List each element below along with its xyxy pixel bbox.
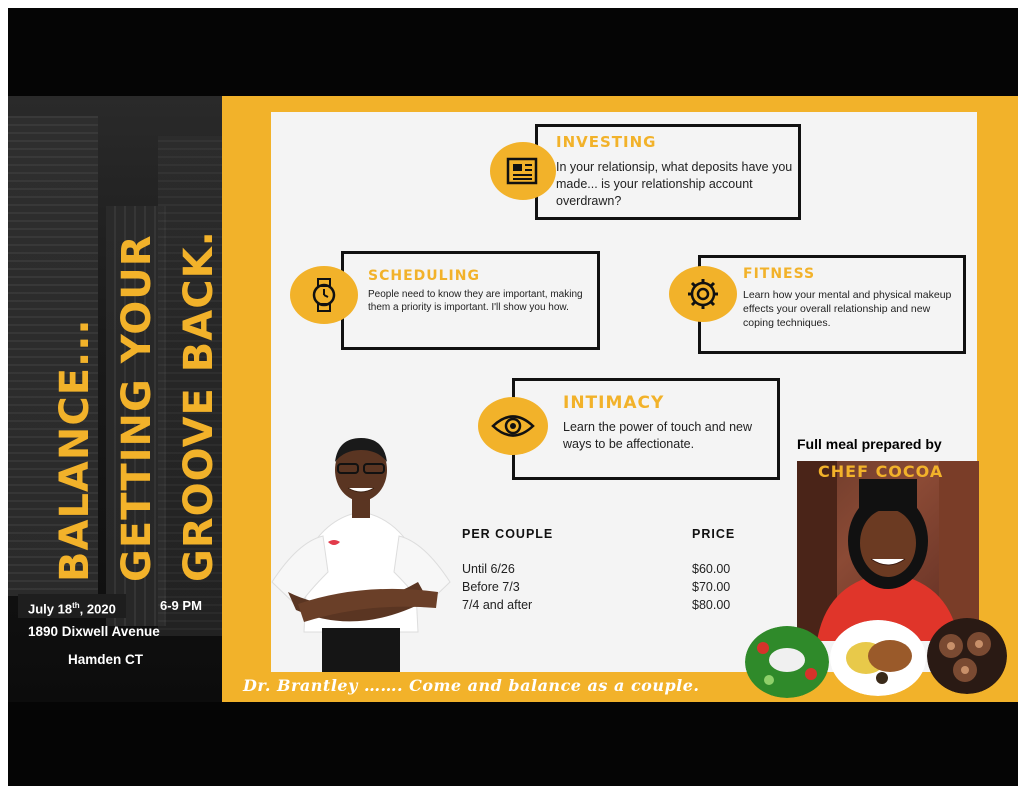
- topic-investing: [535, 124, 801, 220]
- pricing-value: $60.00: [692, 562, 731, 576]
- pricing-header-couple: PER COUPLE: [462, 527, 554, 541]
- topic-intimacy: [512, 378, 780, 480]
- tagline: Dr. Brantley ……. Come and balance as a couple.: [243, 676, 700, 695]
- topic-title: INVESTING: [556, 133, 657, 151]
- pricing-label: 7/4 and after: [462, 598, 533, 612]
- newspaper-icon: [490, 142, 556, 200]
- topic-title: FITNESS: [743, 266, 816, 282]
- event-date: July 18th, 2020: [18, 594, 126, 618]
- topic-title: INTIMACY: [563, 393, 665, 413]
- doctor-photo: [268, 432, 454, 672]
- chef-name: CHEF COCOA: [818, 462, 944, 481]
- title-line-3: GROOVE BACK.: [176, 230, 222, 582]
- topic-text: Learn the power of touch and new ways to be affectionate.: [563, 420, 753, 451]
- topic-text: People need to know they are important, making them a priority is important. I'll show you how.: [368, 289, 583, 313]
- chef-photo: [797, 461, 979, 641]
- gear-icon: [669, 266, 737, 322]
- chicken-dish-image: [830, 620, 926, 696]
- chef-caption: Full meal prepared by: [797, 436, 942, 452]
- watch-icon: [290, 266, 358, 324]
- event-time: 6-9 PM: [160, 598, 202, 613]
- topic-title: SCHEDULING: [368, 268, 480, 284]
- salad-dish-image: [745, 626, 829, 698]
- flyer-title: [44, 102, 230, 582]
- pricing-value: $80.00: [692, 598, 731, 612]
- topic-scheduling: [341, 251, 600, 350]
- title-line-2: GETTING YOUR: [114, 234, 160, 582]
- event-address: 1890 Dixwell Avenue: [28, 624, 160, 639]
- pricing-label: Before 7/3: [462, 580, 520, 594]
- pricing-header-price: PRICE: [692, 527, 736, 541]
- topic-text: In your relationsip, what deposits have you made... is your relationship account overdrawn?: [556, 160, 793, 208]
- title-line-1: BALANCE...: [52, 318, 98, 582]
- topic-text: Learn how your mental and physical makeup effects your overall relationship and new coping techniques.: [743, 289, 952, 329]
- eye-icon: [478, 397, 548, 455]
- pricing-label: Until 6/26: [462, 562, 515, 576]
- topic-fitness: [698, 255, 966, 354]
- dessert-dish-image: [927, 618, 1007, 694]
- pricing-value: $70.00: [692, 580, 731, 594]
- event-city: Hamden CT: [68, 652, 144, 667]
